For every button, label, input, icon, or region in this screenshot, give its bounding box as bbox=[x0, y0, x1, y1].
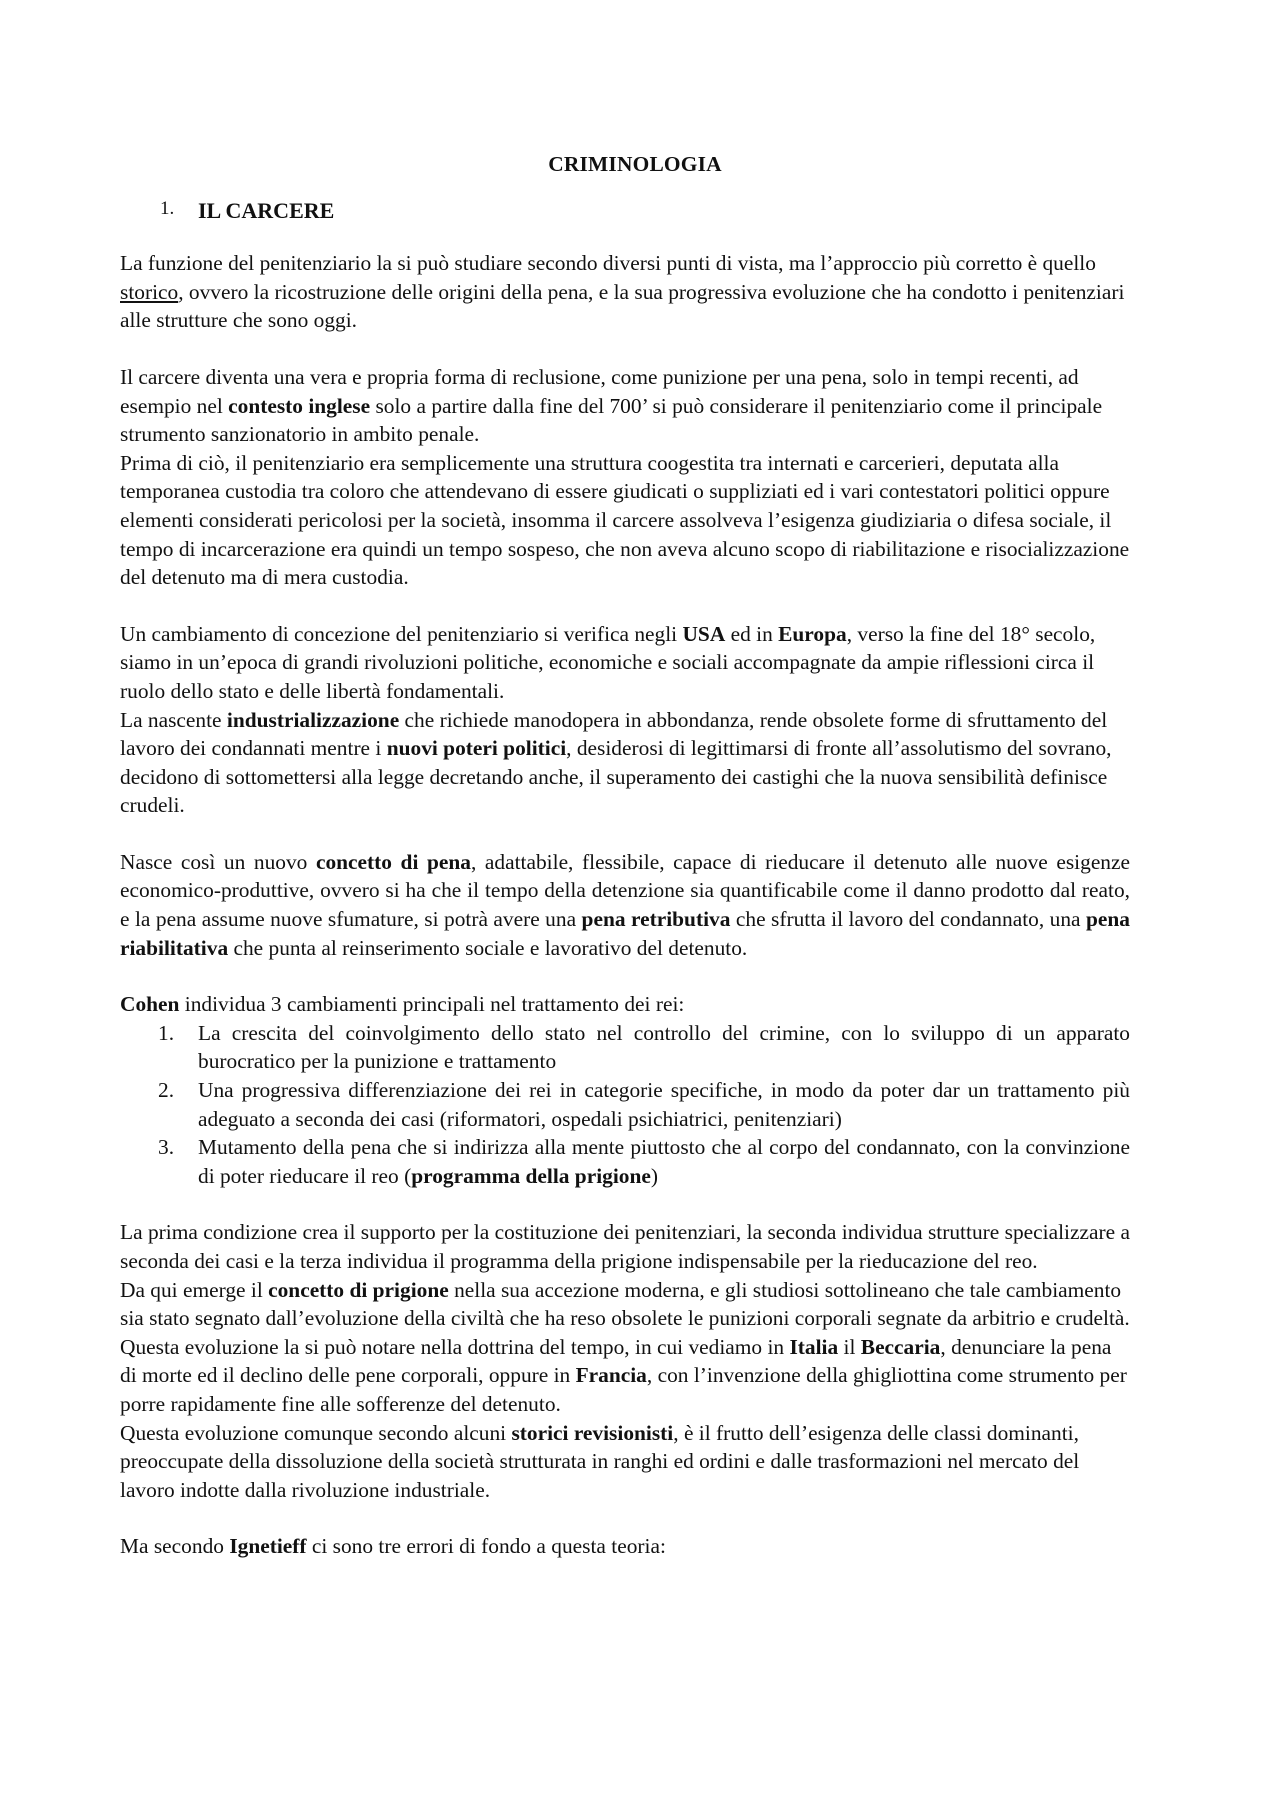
bold-term: concetto di pena bbox=[315, 849, 471, 874]
paragraph-1: La funzione del penitenziario la si può studiare secondo diversi punti di vista, ma l’approccio più corretto è quello storico, ovvero la ricostruzione delle origini della pena, e la sua progressiva evoluzione che ha condotto i penitenziari alle strutture che sono oggi. bbox=[120, 251, 1125, 333]
list-item: 2. Una progressiva differenziazione dei rei in categorie specifiche, in modo da poter dar un trattamento più adeguato a seconda dei casi (riformatori, ospedali psichiatrici, penitenziari) bbox=[158, 1078, 1130, 1131]
list-item: 3. Mutamento della pena che si indirizza alla mente piuttosto che al corpo del condannato, con la convinzione di poter rieducare il reo (programma della prigione) bbox=[158, 1135, 1130, 1188]
bold-term: Europa bbox=[778, 621, 847, 646]
paragraph-3: Prima di ciò, il penitenziario era semplicemente una struttura coogestita tra internati e carcerieri, deputata alla temporanea custodia tra coloro che attendevano di essere giudicati o suppliziati ed i vari contestatori politici oppure elementi considerati pericolosi per la società, insomma il carcere assolveva l’esigenza giudiziaria o difesa sociale, il tempo di incarcerazione era quindi un tempo sospeso, che non aveva alcuno scopo di riabilitazione e risocializzazione del detenuto ma di mera custodia. bbox=[120, 450, 1130, 590]
numbered-list bbox=[120, 1019, 1130, 1191]
bold-term: contesto inglese bbox=[228, 393, 371, 418]
bold-term: Beccaria bbox=[860, 1334, 941, 1359]
bold-term: pena retributiva bbox=[581, 907, 731, 932]
bold-term: USA bbox=[682, 621, 726, 646]
paragraph-6: Nasce così un nuovo concetto di pena, adattabile, flessibile, capace di rieducare il detenuto alle nuove esigenze economico-produttive, ovvero si ha che il tempo della detenzione sia quantificabile come il danno prodotto dal reato, e la pena assume nuove sfumature, si potrà avere una pena retributiva che sfrutta il lavoro del condannato, una pena riabilitativa che punta al reinserimento sociale e lavorativo del detenuto. bbox=[120, 849, 1130, 960]
bold-term: programma della prigione bbox=[411, 1163, 651, 1188]
list-item: 1. La crescita del coinvolgimento dello stato nel controllo del crimine, con lo sviluppo di un apparato burocratico per la punizione e trattamento bbox=[158, 1020, 1130, 1074]
bold-term: concetto di prigione bbox=[268, 1277, 449, 1302]
bold-term: Ignetieff bbox=[229, 1534, 307, 1559]
paragraph-8: La prima condizione crea il supporto per la costituzione dei penitenziari, la seconda individua strutture specializzare a seconda dei casi e la terza individua il programma della prigione indispensabile per la rieducazione del reo. bbox=[120, 1220, 1130, 1273]
bold-term: Italia bbox=[789, 1334, 839, 1359]
paragraph-7: Cohen individua 3 cambiamenti principali nel trattamento dei rei: bbox=[120, 992, 685, 1017]
bold-term: Cohen bbox=[120, 992, 180, 1017]
document-title: CRIMINOLOGIA bbox=[548, 152, 722, 176]
bold-term: Francia bbox=[575, 1363, 647, 1388]
underlined-term: storico bbox=[120, 279, 179, 304]
paragraph-2: Il carcere diventa una vera e propria forma di reclusione, come punizione per una pena, solo in tempi recenti, ad esempio nel contesto inglese solo a partire dalla fine del 700’ si può considerare il penitenziario come il principale strumento sanzionatorio in ambito penale. bbox=[120, 364, 1103, 447]
bold-term: nuovi poteri politici bbox=[386, 736, 567, 761]
paragraph-10: Questa evoluzione la si può notare nella dottrina del tempo, in cui vediamo in Italia il Beccaria, denunciare la pena di morte ed il declino delle pene corporali, oppure in Francia, con l’invenzione della ghigliottina come strumento per porre rapidamente fine alle sofferenze del detenuto. bbox=[120, 1334, 1127, 1416]
paragraph-4: Un cambiamento di concezione del penitenziario si verifica negli USA ed in Europa, verso la fine del 18° secolo, siamo in un’epoca di grandi rivoluzioni politiche, economiche e sociali accompagnate da ampie riflessioni circa il ruolo dello stato e delle libertà fondamentali. bbox=[120, 621, 1096, 703]
paragraph-12: Ma secondo Ignetieff ci sono tre errori di fondo a questa teoria: bbox=[120, 1534, 666, 1559]
paragraph-9: Da qui emerge il concetto di prigione nella sua accezione moderna, e gli studiosi sottolineano che tale cambiamento sia stato segnato dall’evoluzione della civiltà che ha reso obsolete le punizioni corporali segnate da arbitrio e crudeltà. bbox=[120, 1277, 1130, 1331]
paragraph-5: La nascente industrializzazione che richiede manodopera in abbondanza, rende obsolete forme di sfruttamento del lavoro dei condannati mentre i nuovi poteri politici, desiderosi di legittimarsi di fronte all’assolutismo del sovrano, decidono di sottomettersi alla legge decretando anche, il superamento dei castighi che la nuova sensibilità definisce crudeli. bbox=[120, 707, 1112, 818]
paragraph-11: Questa evoluzione comunque secondo alcuni storici revisionisti, è il frutto dell’esigenza delle classi dominanti, preoccupate della dissoluzione della società strutturata in ranghi ed ordini e dalle trasformazioni nel mercato del lavoro indotte dalla rivoluzione industriale. bbox=[120, 1420, 1080, 1502]
section-number: 1. bbox=[160, 197, 175, 219]
bold-term: pena riabilitativa bbox=[120, 907, 1130, 960]
section-title: IL CARCERE bbox=[198, 197, 335, 223]
document-page bbox=[120, 150, 1130, 1561]
bold-term: storici revisionisti bbox=[511, 1420, 674, 1445]
bold-term: industrializzazione bbox=[226, 707, 400, 732]
section-heading bbox=[120, 197, 1130, 226]
